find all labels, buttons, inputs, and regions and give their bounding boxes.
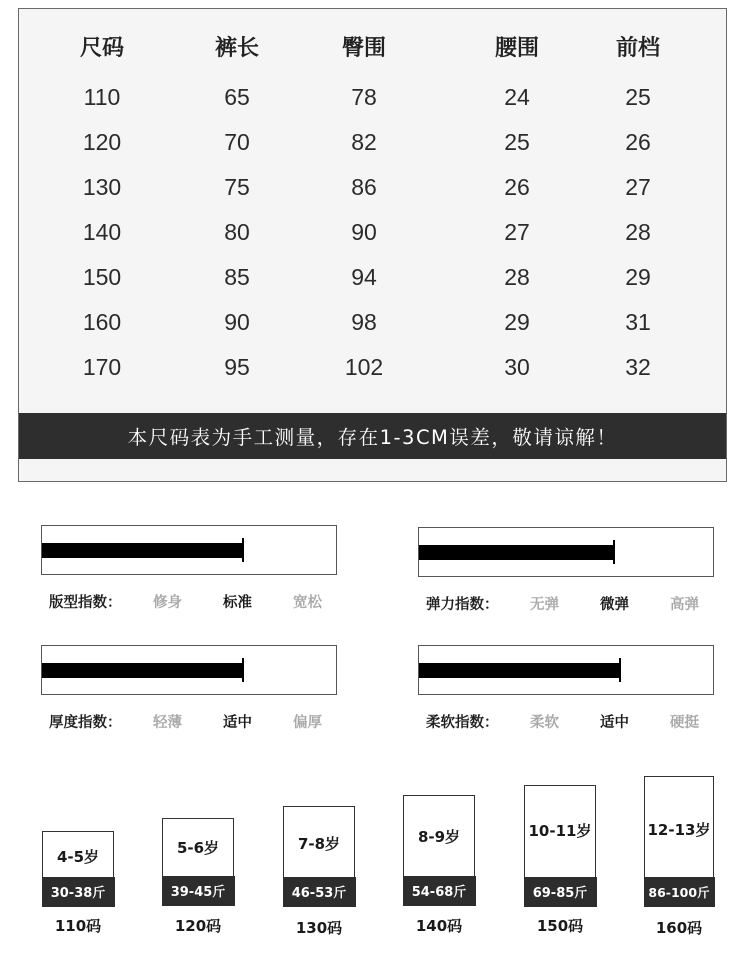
table-cell: 28 [504, 264, 530, 290]
table-cell: 65 [224, 84, 250, 110]
stretch-index-option: 无弹 [530, 597, 559, 613]
table-cell: 29 [504, 309, 530, 335]
table-cell: 70 [224, 129, 250, 155]
fit-index-option: 修身 [153, 595, 182, 611]
table-cell: 26 [625, 129, 651, 155]
fit-index-gauge [41, 525, 337, 575]
stretch-index-option: 高弹 [670, 597, 699, 613]
size-card-size: 130码 [295, 919, 343, 937]
table-cell: 130 [82, 174, 122, 200]
table-row [19, 174, 726, 219]
table-row [19, 264, 726, 309]
measurement-notice: 本尺码表为手工测量，存在1-3CM误差，敬请谅解！ [19, 413, 726, 459]
table-cell: 75 [224, 174, 250, 200]
size-card-weight: 46-53斤 [283, 877, 356, 907]
size-card-size: 150码 [536, 917, 584, 935]
table-row [19, 354, 726, 399]
table-row [19, 129, 726, 174]
table-cell: 27 [504, 219, 530, 245]
thickness-index-option: 适中 [223, 715, 252, 731]
softness-index-option: 柔软 [530, 715, 559, 731]
table-cell: 120 [82, 129, 122, 155]
table-cell: 82 [351, 129, 377, 155]
table-cell: 25 [504, 129, 530, 155]
size-card-age: 12-13岁 [647, 821, 711, 839]
size-card-age: 7-8岁 [297, 835, 341, 853]
header-size: 尺码 [79, 36, 124, 61]
thickness-index-gauge [41, 645, 337, 695]
stretch-index-gauge-fill [419, 545, 614, 560]
size-card-weight: 69-85斤 [524, 877, 597, 907]
softness-index-option: 适中 [600, 715, 629, 731]
softness-index-gauge-marker [619, 658, 621, 682]
size-card-weight: 54-68斤 [403, 876, 476, 906]
softness-index-gauge [418, 645, 714, 695]
thickness-index-gauge-fill [42, 663, 243, 678]
size-card-box [42, 831, 114, 906]
size-card-age: 5-6岁 [176, 839, 220, 857]
table-cell: 80 [224, 219, 250, 245]
size-card-box [644, 776, 714, 906]
fit-index-label: 版型指数： [49, 595, 122, 611]
table-cell: 150 [82, 264, 122, 290]
stretch-index-option: 微弹 [600, 597, 629, 613]
softness-index-gauge-fill [419, 663, 620, 678]
fit-index-option: 标准 [223, 595, 252, 611]
stretch-index-gauge-marker [613, 540, 615, 564]
header-hip: 臀围 [341, 36, 386, 61]
table-cell: 86 [351, 174, 377, 200]
table-row [19, 219, 726, 264]
softness-index-option: 硬挺 [670, 715, 699, 731]
size-table [18, 8, 727, 482]
softness-index-label: 柔软指数： [426, 715, 499, 731]
table-row [19, 309, 726, 354]
thickness-index-gauge-marker [242, 658, 244, 682]
size-card-size: 140码 [415, 917, 463, 935]
size-card-box [162, 818, 234, 905]
fit-index [41, 525, 341, 625]
thickness-index-label: 厚度指数： [49, 715, 122, 731]
fit-index-gauge-marker [242, 538, 244, 562]
table-cell: 30 [504, 354, 530, 380]
size-card-age: 4-5岁 [56, 848, 100, 866]
table-cell: 25 [625, 84, 651, 110]
thickness-index-option: 轻薄 [153, 715, 182, 731]
size-card-size: 110码 [54, 917, 102, 935]
table-cell: 90 [224, 309, 250, 335]
size-card-box [283, 806, 355, 906]
size-card-weight: 39-45斤 [162, 876, 235, 906]
table-cell: 31 [625, 309, 651, 335]
table-cell: 26 [504, 174, 530, 200]
header-waist: 腰围 [494, 36, 539, 61]
table-cell: 102 [344, 354, 384, 380]
table-cell: 170 [82, 354, 122, 380]
table-cell: 28 [625, 219, 651, 245]
size-card-age: 10-11岁 [528, 822, 592, 840]
size-card-size: 160码 [655, 919, 703, 937]
table-cell: 95 [224, 354, 250, 380]
size-card-weight: 30-38斤 [42, 877, 115, 907]
header-pants-length: 裤长 [214, 36, 259, 61]
size-card-weight: 86-100斤 [644, 877, 715, 907]
table-row [19, 84, 726, 129]
table-cell: 29 [625, 264, 651, 290]
size-card-box [403, 795, 475, 905]
size-card-size: 120码 [174, 917, 222, 935]
softness-index [418, 645, 718, 745]
table-cell: 110 [83, 84, 121, 110]
table-cell: 78 [351, 84, 377, 110]
table-cell: 24 [504, 84, 530, 110]
thickness-index [41, 645, 341, 745]
table-cell: 85 [224, 264, 250, 290]
table-header-row [19, 9, 726, 83]
thickness-index-option: 偏厚 [293, 715, 322, 731]
size-card-box [524, 785, 596, 906]
table-cell: 94 [351, 264, 377, 290]
header-front-rise: 前档 [615, 36, 660, 61]
stretch-index [418, 527, 718, 627]
stretch-index-gauge [418, 527, 714, 577]
fit-index-option: 宽松 [293, 595, 322, 611]
fit-index-gauge-fill [42, 543, 243, 558]
table-cell: 140 [82, 219, 122, 245]
table-cell: 32 [625, 354, 651, 380]
table-cell: 98 [351, 309, 377, 335]
size-card-age: 8-9岁 [417, 828, 461, 846]
table-cell: 160 [82, 309, 122, 335]
stretch-index-label: 弹力指数： [426, 597, 499, 613]
table-cell: 27 [625, 174, 651, 200]
table-cell: 90 [351, 219, 377, 245]
